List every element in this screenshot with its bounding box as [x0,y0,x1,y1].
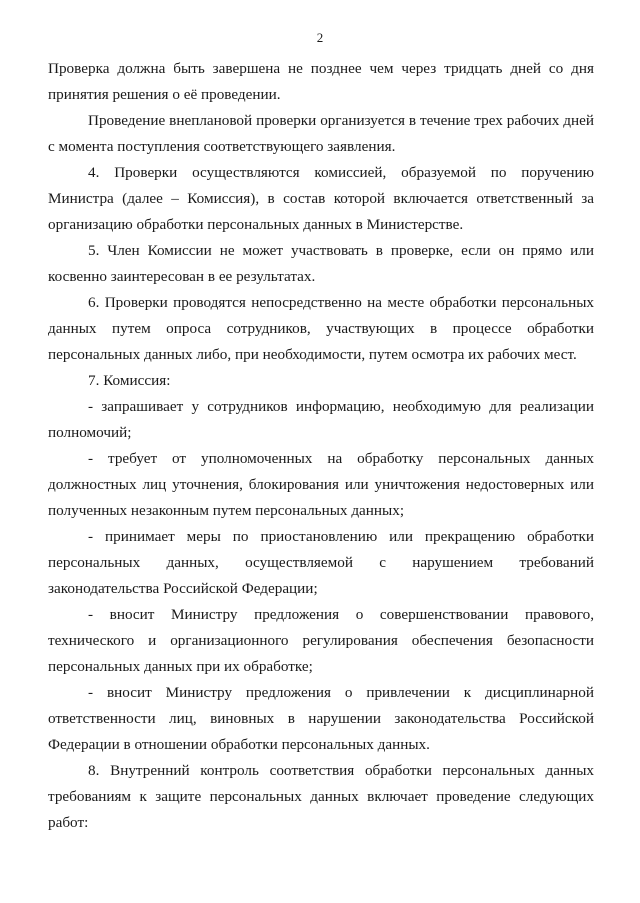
list-item-proposes-improvement: - вносит Министру предложения о совершенствовании правового, технического и организационного регулирования обеспечения безопасности персональных данных при их обработке; [48,606,594,675]
paragraph-item-8-internal-control: 8. Внутренний контроль соответствия обработки персональных данных требованиям к защите персональных данных включает проведение следующих работ: [48,762,594,831]
list-item-proposes-discipline: - вносит Министру предложения о привлечении к дисциплинарной ответственности лиц, виновных в нарушении законодательства Российской Федерации в отношении обработки персональных данных. [48,684,594,753]
paragraph-item-6-onsite: 6. Проверки проводятся непосредственно на месте обработки персональных данных путем опроса сотрудников, участвующих в процессе обработки персональных данных либо, при необходимости, путем осмотра их рабочих мест. [48,294,594,363]
document-body [48,56,594,836]
paragraph-unscheduled-inspection: Проведение внеплановой проверки организуется в течение трех рабочих дней с момента поступления соответствующего заявления. [48,112,594,155]
list-item-requires-correction: - требует от уполномоченных на обработку персональных данных должностных лиц уточнения, блокирования или уничтожения недостоверных или полученных незаконным путем персональных данных; [48,450,594,519]
list-item-requests-info: - запрашивает у сотрудников информацию, необходимую для реализации полномочий; [48,398,594,441]
paragraph-item-7-heading: 7. Комиссия: [88,372,171,389]
paragraph-item-5-member: 5. Член Комиссии не может участвовать в проверке, если он прямо или косвенно заинтересован в ее результатах. [48,242,594,285]
paragraph-inspection-deadline: Проверка должна быть завершена не позднее чем через тридцать дней со дня принятия решения о её проведении. [48,60,594,103]
list-item-suspends-processing: - принимает меры по приостановлению или прекращению обработки персональных данных, осуществляемой с нарушением требований законодательства Российской Федерации; [48,528,594,597]
page-number: 2 [316,30,324,45]
paragraph-item-4-commission: 4. Проверки осуществляются комиссией, образуемой по поручению Министра (далее – Комиссия), в состав которой включается ответственный за организацию обработки персональных данных в Министерстве. [48,164,594,233]
